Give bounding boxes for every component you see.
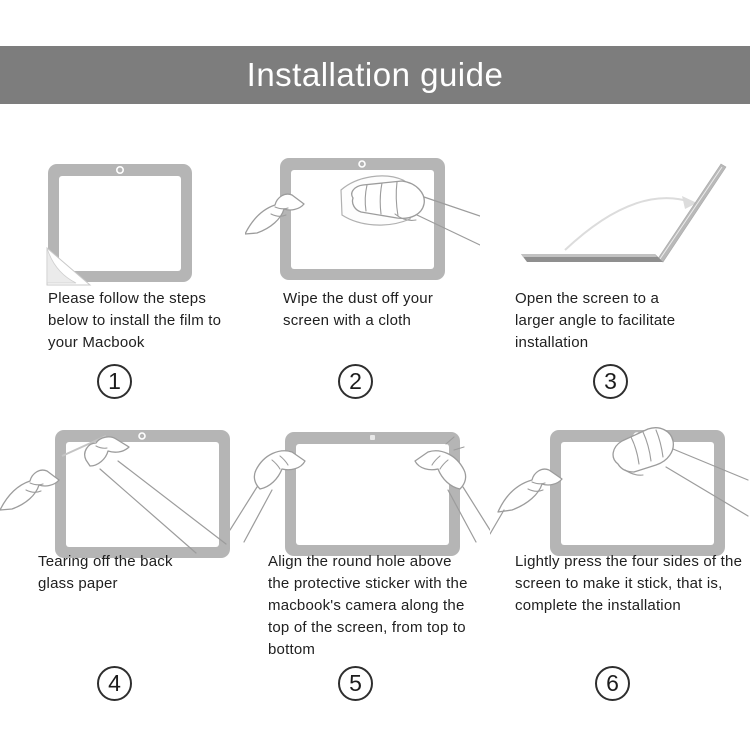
- step-caption: Wipe the dust off your screen with a cloth: [283, 290, 434, 329]
- wiping-screen-illustration: [245, 152, 480, 286]
- step-number-badge: [338, 364, 373, 399]
- step-number: 3: [604, 368, 617, 394]
- step-caption: Tearing off the back glass paper: [38, 553, 173, 592]
- step-panel-4: [0, 420, 240, 702]
- step-number: 2: [349, 368, 362, 394]
- step-panel-6: [490, 420, 750, 702]
- step-number-badge: [595, 666, 630, 701]
- tearing-back-paper-illustration: [0, 424, 240, 562]
- left-hand-holding-edge: [0, 470, 59, 510]
- step-number-badge: [338, 666, 373, 701]
- camera-dot-icon: [370, 435, 375, 440]
- step-number-badge: [593, 364, 628, 399]
- step-panel-1: [40, 150, 240, 400]
- step-panel-5: [230, 420, 490, 702]
- step-number-badge: [97, 666, 132, 701]
- pressing-sides-illustration: [490, 422, 750, 562]
- laptop-opening-angle-illustration: [505, 158, 745, 273]
- step-panel-3: [505, 150, 750, 400]
- step-number: 4: [108, 670, 121, 696]
- header-banner: [0, 46, 750, 104]
- step-number: 1: [108, 368, 121, 394]
- aligning-film-illustration: [230, 424, 490, 562]
- step-caption: Open the screen to a larger angle to facilitate installation: [515, 290, 676, 351]
- page-title: Installation guide: [246, 56, 504, 93]
- step-panel-2: [245, 150, 480, 400]
- step-number: 6: [606, 670, 619, 696]
- step-caption: Align the round hole above the protective sticker with the macbook's camera along the top of the screen, from top to bottom: [268, 553, 468, 658]
- step-caption: Please follow the steps below to install the film to your Macbook: [48, 290, 222, 351]
- film-peeling-corner-illustration: [40, 162, 200, 286]
- step-number-badge: [97, 364, 132, 399]
- step-number: 5: [349, 670, 362, 696]
- step-caption: Lightly press the four sides of the screen to make it stick, that is, complete the installation: [515, 553, 743, 614]
